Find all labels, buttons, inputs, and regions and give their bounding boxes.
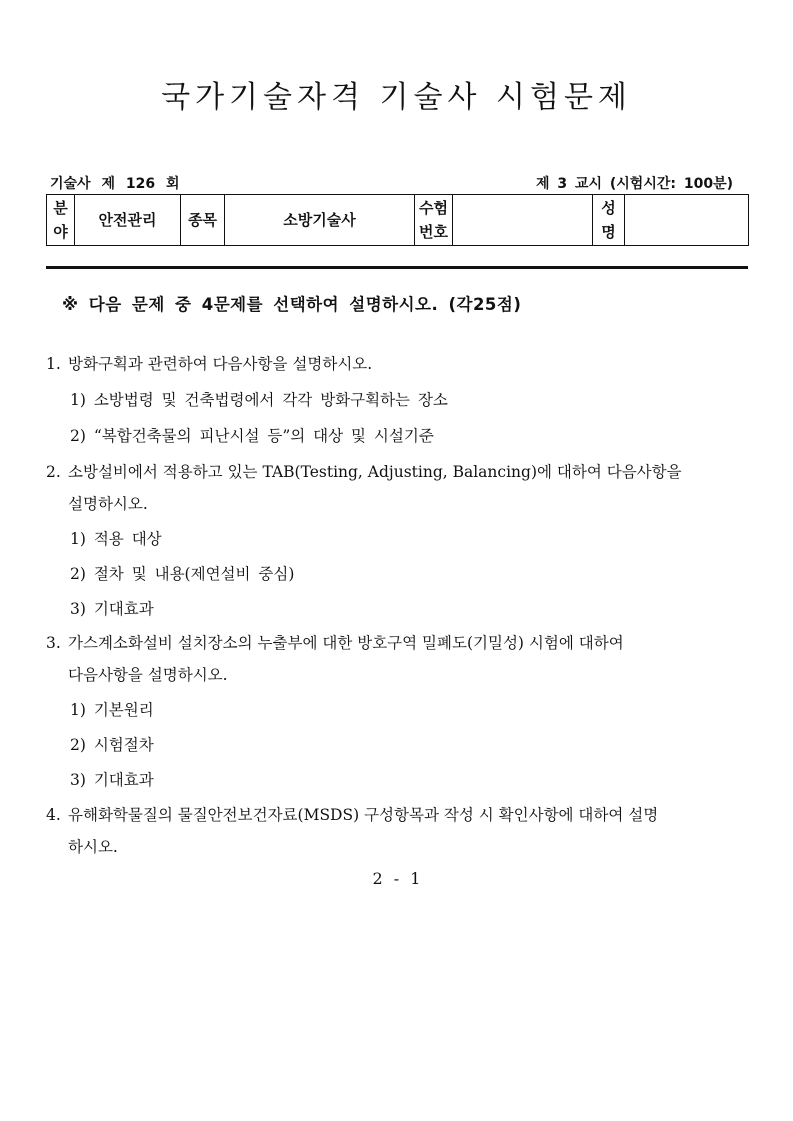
question-3-continuation: 다음사항을 설명하시오.	[68, 666, 228, 684]
question-2-sub-3: 3) 기대효과	[70, 600, 154, 618]
item-value: 소방기술사	[225, 195, 415, 246]
question-4-continuation: 하시오.	[68, 838, 118, 856]
question-3: 3. 가스계소화설비 설치장소의 누출부에 대한 방호구역 밀폐도(기밀성) 시험에 대하여	[46, 634, 624, 652]
exam-number-field[interactable]	[453, 195, 593, 246]
exam-round: 기술사 제 126 회	[50, 176, 180, 192]
page-number: 2 - 1	[372, 869, 421, 888]
question-2: 2. 소방설비에서 적용하고 있는 TAB(Testing, Adjusting, Balancing)에 대하여 다음사항을	[46, 463, 682, 481]
field-value: 안전관리	[75, 195, 181, 246]
question-2-sub-1: 1) 적용 대상	[70, 530, 162, 548]
exam-title: 국가기술자격 기술사 시험문제	[161, 80, 632, 115]
question-3-sub-3: 3) 기대효과	[70, 771, 154, 789]
question-1-sub-2: 2) “복합건축물의 피난시설 등”의 대상 및 시설기준	[70, 427, 434, 445]
name-field[interactable]	[625, 195, 749, 246]
question-2-continuation: 설명하시오.	[68, 495, 148, 513]
question-2-sub-2: 2) 절차 및 내용(제연설비 중심)	[70, 565, 295, 583]
divider-line	[46, 266, 748, 269]
question-1: 1. 방화구획과 관련하여 다음사항을 설명하시오.	[46, 355, 373, 373]
item-label: 종목	[181, 195, 225, 246]
exam-number-label: 수험 번호	[415, 195, 453, 246]
field-label: 분 야	[47, 195, 75, 246]
question-3-sub-1: 1) 기본원리	[70, 701, 154, 719]
instruction: ※ 다음 문제 중 4문제를 선택하여 설명하시오. (각25점)	[62, 295, 522, 314]
question-4: 4. 유해화학물질의 물질안전보건자료(MSDS) 구성항목과 작성 시 확인사항에 대하여 설명	[46, 806, 659, 824]
exam-session: 제 3 교시 (시험시간: 100분)	[535, 176, 733, 192]
question-1-sub-1: 1) 소방법령 및 건축법령에서 각각 방화구획하는 장소	[70, 391, 448, 409]
question-3-sub-2: 2) 시험절차	[70, 736, 154, 754]
name-label: 성 명	[593, 195, 625, 246]
candidate-info-table	[46, 194, 749, 246]
